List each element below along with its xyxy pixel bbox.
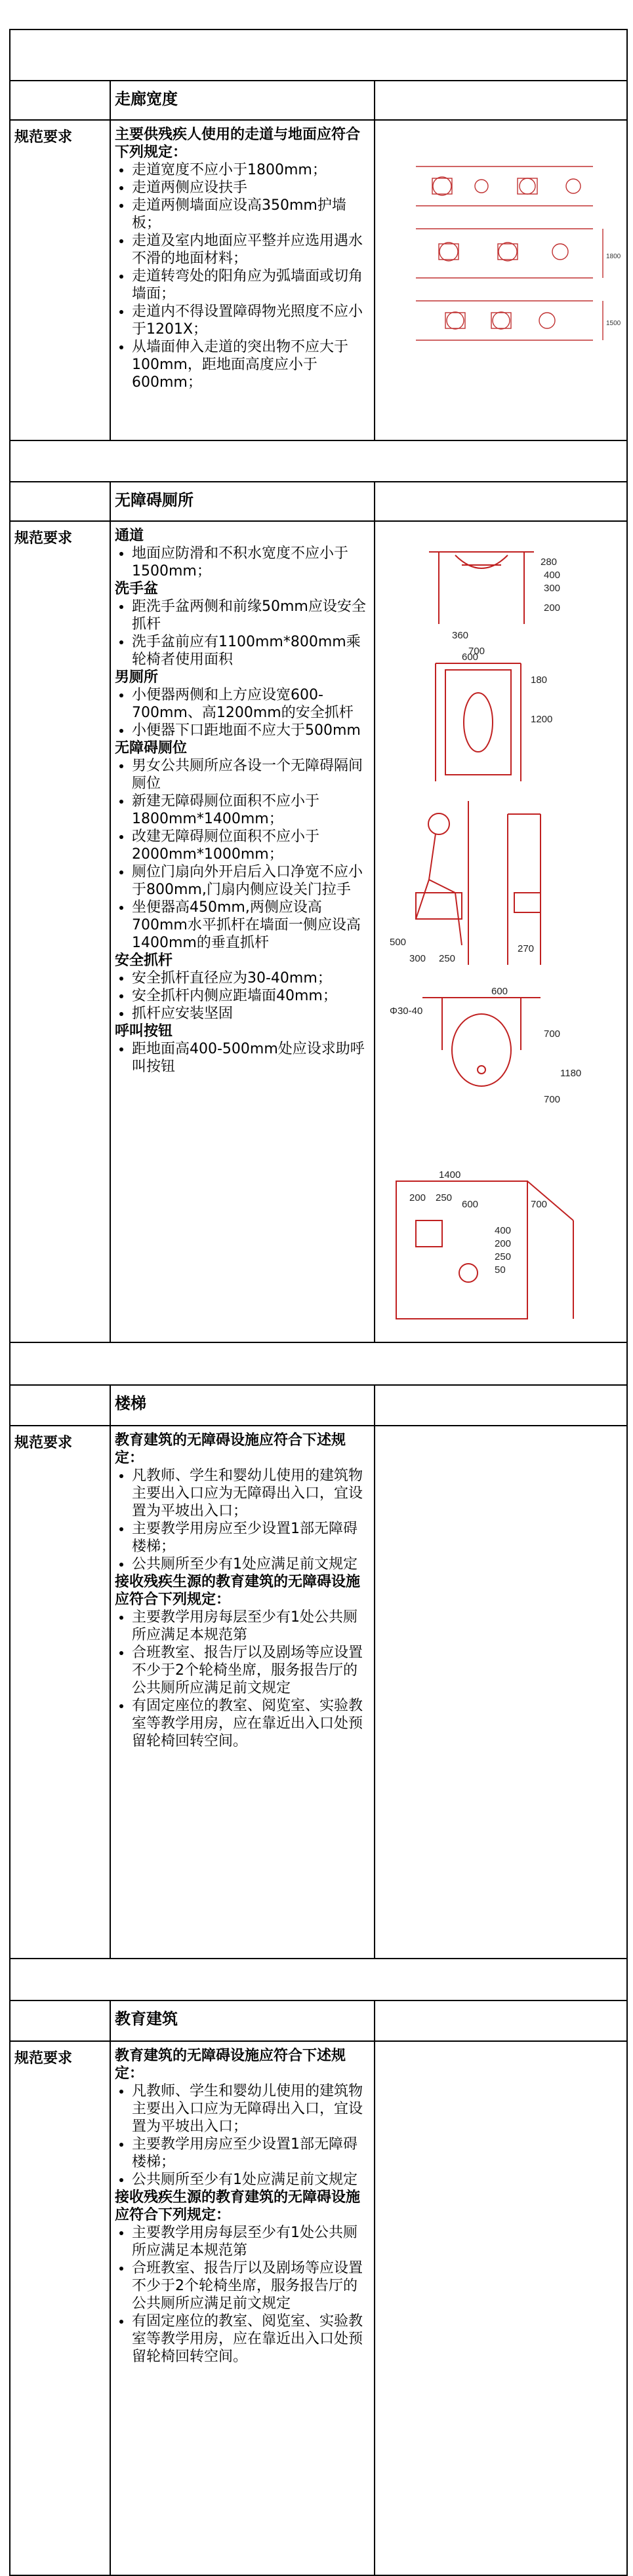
toilet-drawings (377, 526, 626, 1338)
spec-heading: 教育建筑的无障碍设施应符合下述规定： (115, 2048, 346, 2082)
dim-label: Φ30-40 (390, 1005, 423, 1017)
dim-label: 180 (531, 674, 548, 686)
list-item: • 凡教师、学生和婴幼儿使用的建筑物主要出入口应为无障碍出入口，宜设置为平坡出入口； (132, 2082, 370, 2136)
list-item: • 男女公共厕所应各设一个无障碍隔间厕位 (132, 757, 370, 792)
list-item: • 合班教室、报告厅以及剧场等应设置不少于2个轮椅坐席，服务报告厅的公共厕所应满足前文规定 (132, 1644, 370, 1697)
toilet-figure (375, 522, 626, 1342)
dim-label: 360 (452, 630, 469, 641)
list-item: • 走道两侧墙面应设高350mm护墙板； (132, 197, 370, 232)
corridor-figure (375, 121, 626, 440)
list-item: • 主要教学用房每层至少有1处公共厕所应满足本规范第 (132, 1609, 370, 1644)
spec-heading: 接收残疾生源的教育建筑的无障碍设施应符合下列规定： (115, 1574, 361, 1608)
section-title: 无障碍厕所 (111, 482, 375, 520)
dim-label: 600 (491, 986, 508, 997)
group-heading: 无障碍厕位 (115, 740, 188, 756)
spec-row (10, 121, 626, 441)
spec-table (9, 29, 628, 2576)
list-item: • 小便器下口距地面不应大于500mm (132, 722, 370, 739)
group-heading: 男厕所 (115, 669, 159, 686)
spec-row (10, 522, 626, 1343)
dim-label: 700 (544, 1028, 561, 1040)
spec-row (10, 2042, 626, 2575)
list-item: • 走道内不得设置障碍物光照度不应小于1201X； (132, 303, 370, 338)
list-item: • 抓杆应安装坚固 (132, 1005, 370, 1023)
dim-label: 1180 (560, 1068, 582, 1079)
dim-label: 280 (541, 556, 558, 568)
group-heading: 安全抓杆 (115, 952, 173, 969)
dim-label: 50 (495, 1264, 506, 1276)
dim-label: 200 (409, 1192, 426, 1203)
dim-label: 270 (518, 943, 535, 954)
list-item: • 小便器两侧和上方应设宽600-700mm、高1200mm的安全抓杆 (132, 686, 370, 722)
group-heading: 洗手盆 (115, 581, 159, 597)
dim-label: 250 (495, 1251, 512, 1262)
list-item: • 洗手盆前应有1100mm*800mm乘轮椅者使用面积 (132, 633, 370, 669)
dim-label: 300 (409, 953, 426, 964)
spec-text (111, 121, 375, 440)
list-item: • 走道转弯处的阳角应为弧墙面或切角墙面； (132, 267, 370, 303)
list-item: • 公共厕所至少有1处应满足前文规定 (132, 2171, 370, 2189)
dim-label: 700 (531, 1199, 548, 1210)
dim-label: 700 (544, 1094, 561, 1105)
spec-text (111, 522, 375, 1342)
section-title-row (10, 2001, 626, 2042)
list-item: • 地面应防滑和不积水宽度不应小于1500mm； (132, 545, 370, 580)
corridor-drawing (377, 153, 626, 350)
dim-label: 700 (468, 646, 485, 657)
dim-label: 250 (439, 953, 456, 964)
dim-label: 1200 (531, 714, 553, 725)
spacer-row (10, 30, 626, 81)
list-item: • 距地面高400-500mm处应设求助呼叫按钮 (132, 1040, 370, 1076)
spacer-row (10, 1959, 626, 2001)
list-item: • 凡教师、学生和婴幼儿使用的建筑物主要出入口应为无障碍出入口，宜设置为平坡出入口； (132, 1467, 370, 1520)
list-item: • 改建无障碍厕位面积不应小于2000mm*1000mm； (132, 828, 370, 863)
dim-label: 1800 (606, 253, 621, 260)
dim-label: 200 (495, 1238, 512, 1249)
dim-label: 1400 (439, 1169, 461, 1181)
list-item: • 坐便器高450mm,两侧应设高700mm水平抓杆在墙面一侧应设高1400mm的垂直抓杆 (132, 899, 370, 952)
spec-heading: 接收残疾生源的教育建筑的无障碍设施应符合下列规定： (115, 2189, 361, 2223)
dim-label: 200 (544, 602, 561, 614)
section-title-row (10, 482, 626, 522)
dim-label: 600 (462, 652, 479, 663)
spec-list (115, 161, 370, 391)
section-title: 楼梯 (111, 1386, 375, 1425)
group-heading: 通道 (115, 528, 144, 544)
list-item: • 有固定座位的教室、阅览室、实验教室等教学用房，应在靠近出入口处预留轮椅回转空间。 (132, 2313, 370, 2366)
section-title: 教育建筑 (111, 2001, 375, 2040)
dim-label: 500 (390, 937, 407, 948)
list-item: • 主要教学用房应至少设置1部无障碍楼梯； (132, 2136, 370, 2171)
list-item: • 合班教室、报告厅以及剧场等应设置不少于2个轮椅坐席，服务报告厅的公共厕所应满足前文规定 (132, 2259, 370, 2313)
spec-label: 规范要求 (10, 121, 111, 440)
list-item: • 主要教学用房应至少设置1部无障碍楼梯； (132, 1520, 370, 1555)
spec-heading: 教育建筑的无障碍设施应符合下述规定： (115, 1432, 346, 1466)
list-item: • 主要教学用房每层至少有1处公共厕所应满足本规范第 (132, 2224, 370, 2259)
list-item: • 走道及室内地面应平整并应选用遇水不滑的地面材料； (132, 232, 370, 267)
dim-label: 400 (495, 1225, 512, 1236)
dim-label: 250 (436, 1192, 453, 1203)
list-item: • 厕位门扇向外开启后入口净宽不应小于800mm,门扇内侧应设关门拉手 (132, 863, 370, 899)
spec-label: 规范要求 (10, 522, 111, 1342)
section-title: 走廊宽度 (111, 81, 375, 119)
list-item: • 公共厕所至少有1处应满足前文规定 (132, 1555, 370, 1573)
list-item: • 有固定座位的教室、阅览室、实验教室等教学用房，应在靠近出入口处预留轮椅回转空间。 (132, 1697, 370, 1750)
list-item: • 距洗手盆两侧和前缘50mm应设安全抓杆 (132, 598, 370, 633)
section-title-row (10, 1386, 626, 1426)
spec-label: 规范要求 (10, 2042, 111, 2575)
list-item: • 走道宽度不应小于1800mm； (132, 161, 370, 179)
spec-row (10, 1426, 626, 1959)
list-item: • 走道两侧应设扶手 (132, 179, 370, 197)
group-heading: 呼叫按钮 (115, 1023, 173, 1040)
dim-label: 600 (462, 1199, 479, 1210)
list-item: • 从墙面伸入走道的突出物不应大于100mm，距地面高度应小于600mm； (132, 338, 370, 391)
spec-heading: 主要供残疾人使用的走道与地面应符合下列规定： (115, 127, 361, 161)
spec-text (111, 2042, 375, 2575)
dim-label: 400 (544, 570, 561, 581)
section-title-row (10, 81, 626, 121)
spacer-row (10, 441, 626, 482)
dim-label: 1500 (606, 320, 621, 327)
list-item: • 安全抓杆内侧应距墙面40mm； (132, 987, 370, 1005)
spacer-row (10, 1343, 626, 1386)
list-item: • 新建无障碍厕位面积不应小于1800mm*1400mm； (132, 792, 370, 828)
dim-label: 300 (544, 583, 561, 594)
spec-label: 规范要求 (10, 1426, 111, 1958)
spec-text (111, 1426, 375, 1958)
list-item: • 安全抓杆直径应为30-40mm； (132, 969, 370, 987)
